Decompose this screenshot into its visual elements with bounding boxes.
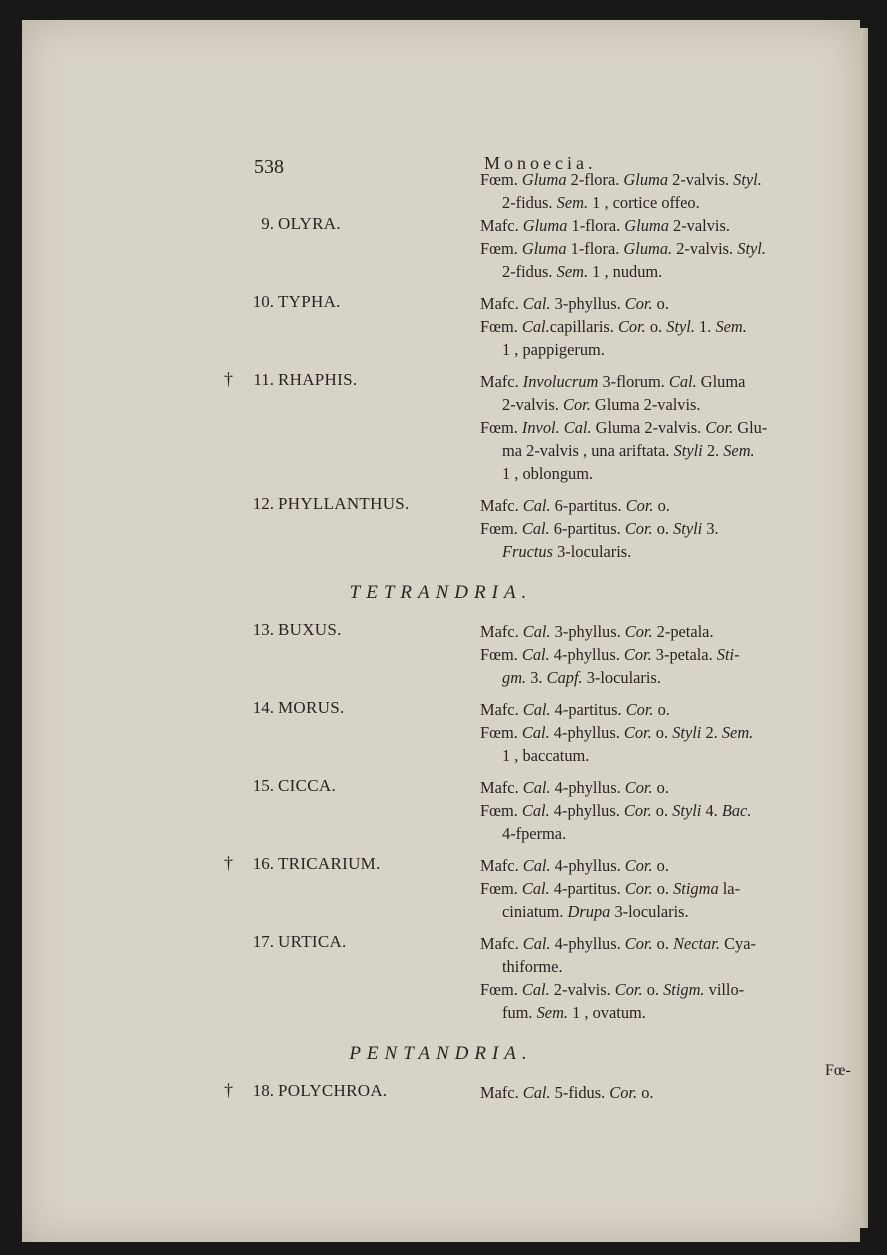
italic-term: Sem. [715,317,747,336]
text-segment: 6-partitus. [549,519,625,538]
text-segment: Mafc. [480,372,523,391]
italic-term: Cor. [625,496,654,515]
entry-description [480,168,762,214]
text-segment: la- [718,879,741,898]
description-line [480,721,753,744]
text-segment: 2-valvis. [549,980,615,999]
text-segment: 3-locularis. [610,902,689,921]
text-segment: 3-petala. [651,645,717,664]
text-segment: 4. [701,801,722,820]
italic-term: Gluma [623,170,669,189]
description-line [480,978,756,1001]
entry-description [480,214,766,283]
text-segment: 3-florum. [598,372,669,391]
text-segment: Mafc. [480,216,523,235]
description-line [480,439,767,462]
italic-term: Sem. [723,441,755,460]
italic-term: Sem. [556,193,589,212]
text-segment: 2-valvis. [668,216,730,235]
description-line [480,462,767,485]
genus-name: TYPHA. [278,292,341,311]
italic-term: Cor. [624,519,653,538]
text-segment: 2. [701,723,722,742]
italic-term: Stigm. [663,980,705,999]
book-page [22,20,860,1242]
text-segment: 4-phyllus. [549,723,624,742]
italic-term: Gluma [624,216,669,235]
description-line [480,214,766,237]
description-line [480,932,756,955]
text-segment: o. [653,700,670,719]
description-line [480,900,740,923]
text-segment: Mafc. [480,496,523,515]
entry-description [480,776,751,845]
italic-term: Styl. [737,239,766,258]
italic-term: Styl. [733,170,762,189]
text-segment: 2-flora. [566,170,624,189]
genus-name: POLYCHROA. [278,1081,388,1100]
italic-term: Cor. [624,879,653,898]
italic-term: Gluma [522,216,568,235]
text-segment: Glu- [733,418,768,437]
entry-description [480,932,756,1024]
italic-term: Cal. [521,879,550,898]
text-segment: o. [653,496,670,515]
text-segment: Fœm. [480,317,522,336]
text-segment: 4-phyllus. [549,801,624,820]
italic-term: Bac. [721,801,752,820]
italic-term: Sem. [721,723,754,742]
italic-term: Nectar. [673,934,720,953]
genus-name: RHAPHIS. [278,370,358,389]
text-segment: 4-phyllus. [549,645,624,664]
text-segment: 4-partitus. [550,700,626,719]
genus-number: 13. [252,620,274,639]
description-line [480,643,740,666]
text-segment: Fœm. [480,418,522,437]
section-heading: PENTANDRIA. [349,1043,533,1064]
description-line [480,799,751,822]
description-line [480,744,753,767]
italic-term: Invol. Cal. [521,418,592,437]
text-segment: 1 , baccatum. [502,746,590,765]
text-segment: o. [645,317,667,336]
text-segment: Cya- [719,934,756,953]
italic-term: Cal. [521,980,550,999]
text-segment: 2-valvis. [672,239,738,258]
description-line [480,698,753,721]
italic-term: Gluma. [623,239,673,258]
text-segment: Mafc. [480,934,523,953]
italic-term: Cor. [624,622,653,641]
text-segment: 6-partitus. [550,496,626,515]
description-line [480,260,766,283]
text-segment: 4-phyllus. [550,856,625,875]
genus-number: 9. [261,214,274,233]
italic-term: Cal. [521,519,550,538]
text-segment: 3-locularis. [553,542,632,561]
genus-number: 18. [252,1081,274,1100]
italic-term: Cor. [623,645,652,664]
description-line [480,517,719,540]
text-segment: Fœm. [480,980,522,999]
text-segment: Mafc. [480,856,523,875]
italic-term: Cal. [522,622,551,641]
text-segment: 2-fidus. [502,193,557,212]
text-segment: Fœm. [480,723,522,742]
running-head: Monoecia. [484,153,597,173]
italic-term: Cal. [521,723,550,742]
italic-term: Cor. [609,1083,638,1102]
description-line [480,1081,653,1104]
italic-term: Sem. [556,262,589,281]
text-segment: 3-phyllus. [550,622,625,641]
description-line [480,854,740,877]
text-segment: Fœm. [480,239,522,258]
text-segment: 1-flora. [566,239,624,258]
italic-term: Cal. [521,645,550,664]
text-segment: 2-valvis. [502,395,564,414]
text-segment: o. [652,934,674,953]
text-segment: 3. [526,668,547,687]
text-segment: Fœm. [480,519,522,538]
italic-term: Styli [673,441,703,460]
text-segment: Mafc. [480,778,523,797]
text-segment: 2-fidus. [502,262,557,281]
italic-term: Gluma [521,239,567,258]
text-segment: 3-phyllus. [550,294,625,313]
text-segment: o. [652,519,674,538]
dagger-mark: † [224,1080,233,1100]
text-segment: o. [652,778,669,797]
description-line [480,370,767,393]
italic-term: Cor. [624,856,653,875]
text-segment: villo- [704,980,745,999]
text-segment: 1 , nudum. [588,262,663,281]
italic-term: Cor. [623,723,652,742]
italic-term: Cal. [521,801,550,820]
text-segment: 1 , cortice offeo. [588,193,700,212]
text-segment: o. [652,879,674,898]
text-segment: o. [651,801,673,820]
text-segment: 3-locularis. [582,668,661,687]
description-line [480,168,762,191]
text-segment: 1 , pappigerum. [502,340,605,359]
italic-term: Cal. [522,496,551,515]
text-segment: Fœm. [480,879,522,898]
genus-name: PHYLLANTHUS. [278,494,410,513]
description-line [480,338,747,361]
genus-number: 10. [252,292,274,311]
text-segment: Gluma 2-valvis. [591,418,706,437]
entry-description [480,1081,653,1104]
description-line [480,292,747,315]
italic-term: Cal. [522,700,551,719]
genus-name: TRICARIUM. [278,854,381,873]
italic-term: Cor. [623,801,652,820]
entry-description [480,292,747,361]
genus-number: 16. [252,854,274,873]
genus-number: 12. [252,494,274,513]
italic-term: Capf. [546,668,583,687]
italic-term: Cor. [563,395,591,414]
genus-number: 15. [252,776,274,795]
genus-number: 11. [253,370,274,389]
text-segment: 2. [702,441,724,460]
italic-term: Cor. [614,980,643,999]
italic-term: Cor. [624,294,653,313]
text-segment: 1 , ovatum. [568,1003,646,1022]
description-line [480,494,719,517]
text-segment: 1-flora. [567,216,625,235]
text-segment: fum. [502,1003,537,1022]
text-segment: o. [642,980,664,999]
text-segment: 4-phyllus. [550,934,625,953]
text-segment: Fœm. [480,801,522,820]
italic-term: Cor. [624,778,653,797]
genus-name: OLYRA. [278,214,341,233]
description-line [480,666,740,689]
text-segment: Mafc. [480,622,523,641]
description-line [480,237,766,260]
description-line [480,315,747,338]
italic-term: Stigma [673,879,719,898]
description-line [480,822,751,845]
text-segment: 4-partitus. [549,879,625,898]
italic-term: Cal. [522,778,551,797]
text-segment: ma 2-valvis , una ariftata. [502,441,674,460]
italic-term: Styli [672,723,702,742]
description-line [480,877,740,900]
genus-number: 17. [252,932,274,951]
text-segment: 4-phyllus. [550,778,625,797]
italic-term: Cal. [522,934,551,953]
description-line [480,1001,756,1024]
text-segment: ciniatum. [502,902,568,921]
italic-term: Cal. [668,372,697,391]
italic-term: Cor. [617,317,646,336]
text-segment: Gluma 2-valvis. [590,395,701,414]
description-line [480,620,740,643]
section-heading: TETRANDRIA. [349,582,533,603]
genus-name: BUXUS. [278,620,342,639]
entry-description [480,494,719,563]
italic-term: gm. [502,668,527,687]
text-segment: o. [652,856,669,875]
italic-term: Styl. [666,317,695,336]
italic-term: Styli [672,801,702,820]
text-segment: Fœm. [480,645,522,664]
italic-term: Cor. [624,934,653,953]
italic-term: Cal. [522,1083,551,1102]
italic-term: Cal. [521,317,550,336]
italic-term: Drupa [567,902,611,921]
text-segment: Fœm. [480,170,522,189]
dagger-mark: † [224,853,233,873]
genus-name: MORUS. [278,698,345,717]
text-segment: 3. [702,519,719,538]
description-line [480,393,767,416]
italic-term: Sti- [716,645,740,664]
italic-term: Cor. [625,700,654,719]
text-segment: Mafc. [480,1083,523,1102]
dagger-mark: † [224,369,233,389]
italic-term: Involucrum [522,372,599,391]
genus-number: 14. [252,698,274,717]
text-segment: Mafc. [480,700,523,719]
italic-term: Sem. [536,1003,569,1022]
italic-term: Fructus [502,542,553,561]
text-segment: 2-petala. [652,622,714,641]
description-line [480,776,751,799]
genus-name: URTICA. [278,932,347,951]
text-segment: capillaris. [549,317,618,336]
description-line [480,416,767,439]
description-line [480,191,762,214]
italic-term: Styli [673,519,703,538]
text-segment: 5-fidus. [550,1083,610,1102]
text-segment: Gluma [696,372,746,391]
page-number: 538 [254,156,284,178]
entry-description [480,854,740,923]
text-segment: o. [651,723,673,742]
entry-description [480,370,767,485]
text-segment: 1 , oblongum. [502,464,594,483]
italic-term: Cal. [522,294,551,313]
text-segment: 1. [694,317,716,336]
description-line [480,955,756,978]
italic-term: Cal. [522,856,551,875]
text-segment: 2-valvis. [668,170,734,189]
catchword: Fœ- [825,1062,851,1079]
entry-description [480,620,740,689]
text-segment: thiforme. [502,957,563,976]
description-line [480,540,719,563]
text-segment: Mafc. [480,294,523,313]
italic-term: Cor. [705,418,734,437]
entry-description [480,698,753,767]
genus-name: CICCA. [278,776,337,795]
text-segment: 4-fperma. [502,824,567,843]
italic-term: Gluma [521,170,567,189]
text-segment: o. [637,1083,654,1102]
text-segment: o. [652,294,669,313]
